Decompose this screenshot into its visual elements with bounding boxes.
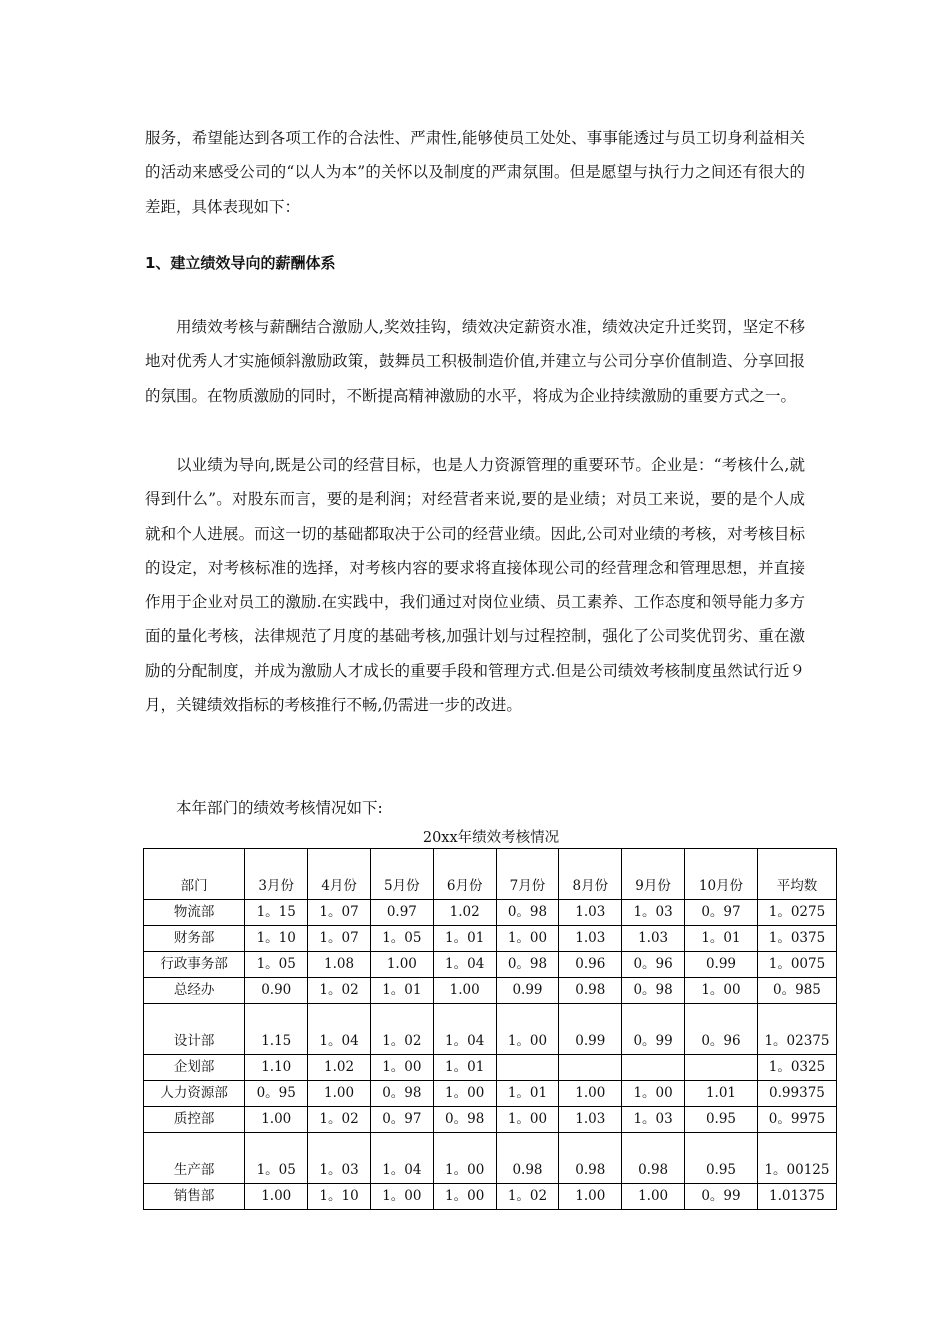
table-cell: 1。05 (245, 952, 308, 978)
cell-department: 销售部 (144, 1184, 245, 1210)
table-cell: 0。97 (685, 900, 758, 926)
table-cell: 1。15 (245, 900, 308, 926)
table-cell: 1。01 (433, 926, 496, 952)
table-cell: 0。98 (622, 978, 685, 1004)
table-cell: 1。02 (496, 1184, 559, 1210)
table-cell: 1。05 (370, 926, 433, 952)
table-cell: 0.99 (685, 952, 758, 978)
table-cell: 1。00 (433, 1081, 496, 1107)
table-cell: 1。00 (496, 926, 559, 952)
table-cell: 1。07 (308, 900, 371, 926)
cell-department: 人力资源部 (144, 1081, 245, 1107)
table-cell: 1。00 (433, 1133, 496, 1184)
table-cell-average: 0。9975 (757, 1107, 836, 1133)
table-cell: 1。04 (433, 1004, 496, 1055)
table-cell: 1。05 (245, 1133, 308, 1184)
table-cell: 1。02 (370, 1004, 433, 1055)
table-row (144, 1081, 837, 1107)
header-department: 部门 (144, 849, 245, 900)
table-caption: 20xx年绩效考核情况 (422, 830, 560, 846)
table-cell: 0.98 (559, 1133, 622, 1184)
table-cell: 1.15 (245, 1004, 308, 1055)
table-cell: 0。98 (370, 1081, 433, 1107)
intro-paragraph: 服务，希望能达到各项工作的合法性、严肃性,能够使员工处处、事事能透过与员工切身利益相关的活动来感受公司的“以人为本”的关怀以及制度的严肃氛围。但是愿望与执行力之间还有很大的差距，具体表现如下： (145, 129, 805, 216)
table-row (144, 900, 837, 926)
table-cell (496, 1055, 559, 1081)
paragraph-performance-orientation: 以业绩为导向,既是公司的经营目标，也是人力资源管理的重要环节。企业是：“考核什么,就得到什么”。对股东而言，要的是利润；对经营者来说,要的是业绩；对员工来说，要的是个人成就和个人进展。而这一切的基础都取决于公司的经营业绩。因此,公司对业绩的考核，对考核目标的设定，对考核标准的选择，对考核内容的要求将直接体现公司的经营理念和管理思想，并直接作用于企业对员工的激励.在实践中，我们通过对岗位业绩、员工素养、工作态度和领导能力多方面的量化考核，法律规范了月度的基础考核,加强计划与过程控制，强化了公司奖优罚劣、重在激励的分配制度，并成为激励人才成长的重要手段和管理方式.但是公司绩效考核制度虽然试行近９月，关键绩效指标的考核推行不畅,仍需进一步的改进。 (145, 456, 805, 715)
table-cell: 1。00 (685, 978, 758, 1004)
table-cell: 0.99 (496, 978, 559, 1004)
table-cell: 1。00 (370, 1184, 433, 1210)
table-cell: 1。10 (245, 926, 308, 952)
table-cell (685, 1055, 758, 1081)
table-cell-average: 1。0075 (757, 952, 836, 978)
table-cell: 1。10 (308, 1184, 371, 1210)
table-row (144, 1184, 837, 1210)
paragraph-salary-system: 用绩效考核与薪酬结合激励人,奖效挂钩，绩效决定薪资水准，绩效决定升迁奖罚，坚定不移地对优秀人才实施倾斜激励政策，鼓舞员工积极制造价值,并建立与公司分享价值制造、分享回报的氛围。在物质激励的同时，不断提高精神激励的水平，将成为企业持续激励的重要方式之一。 (145, 318, 805, 405)
table-cell-average: 1.01375 (757, 1184, 836, 1210)
table-cell: 1.00 (370, 952, 433, 978)
table-cell-average: 0.99375 (757, 1081, 836, 1107)
table-row (144, 952, 837, 978)
table-cell: 1。00 (496, 1107, 559, 1133)
table-cell: 1.02 (308, 1055, 371, 1081)
table-row (144, 926, 837, 952)
table-cell: 1.01 (685, 1081, 758, 1107)
header-june: 6月份 (433, 849, 496, 900)
table-cell: 0。98 (496, 900, 559, 926)
table-row (144, 1107, 837, 1133)
table-cell: 0.97 (370, 900, 433, 926)
cell-department: 总经办 (144, 978, 245, 1004)
header-october: 10月份 (685, 849, 758, 900)
table-cell: 0。96 (685, 1004, 758, 1055)
performance-table (143, 848, 837, 1210)
table-cell: 1。03 (308, 1133, 371, 1184)
cell-department: 企划部 (144, 1055, 245, 1081)
table-cell: 0.90 (245, 978, 308, 1004)
section-heading: 1、建立绩效导向的薪酬体系 (145, 254, 336, 272)
header-september: 9月份 (622, 849, 685, 900)
table-cell-average: 1。02375 (757, 1004, 836, 1055)
table-cell: 0.95 (685, 1133, 758, 1184)
table-cell: 0.99 (559, 1004, 622, 1055)
table-cell-average: 1。0375 (757, 926, 836, 952)
table-cell: 0。97 (370, 1107, 433, 1133)
header-april: 4月份 (308, 849, 371, 900)
table-row (144, 1055, 837, 1081)
table-cell: 1。03 (622, 900, 685, 926)
table-cell: 1。04 (308, 1004, 371, 1055)
table-row (144, 978, 837, 1004)
table-cell: 0.95 (685, 1107, 758, 1133)
cell-department: 物流部 (144, 900, 245, 926)
table-cell: 1。00 (370, 1055, 433, 1081)
header-may: 5月份 (370, 849, 433, 900)
table-cell: 1.00 (245, 1107, 308, 1133)
table-cell: 1。03 (622, 1107, 685, 1133)
table-cell-average: 1。0325 (757, 1055, 836, 1081)
cell-department: 财务部 (144, 926, 245, 952)
table-cell: 1.03 (559, 1107, 622, 1133)
table-cell: 1.00 (433, 978, 496, 1004)
table-row (144, 1004, 837, 1055)
cell-department: 生产部 (144, 1133, 245, 1184)
table-cell: 1.00 (245, 1184, 308, 1210)
table-cell: 0.98 (559, 978, 622, 1004)
table-cell: 0。99 (685, 1184, 758, 1210)
table-cell: 1.10 (245, 1055, 308, 1081)
table-cell: 1.08 (308, 952, 371, 978)
table-cell-average: 1。0275 (757, 900, 836, 926)
table-cell: 0。98 (496, 952, 559, 978)
table-cell: 0。99 (622, 1004, 685, 1055)
table-row (144, 1133, 837, 1184)
table-cell: 1。01 (496, 1081, 559, 1107)
header-march: 3月份 (245, 849, 308, 900)
table-cell (622, 1055, 685, 1081)
table-cell: 1.03 (622, 926, 685, 952)
table-cell-average: 0。985 (757, 978, 836, 1004)
table-cell: 1。00 (622, 1081, 685, 1107)
table-cell: 1.03 (559, 926, 622, 952)
paragraph-table-intro: 本年部门的绩效考核情况如下: (176, 799, 383, 817)
table-cell: 1。00 (496, 1004, 559, 1055)
table-cell: 0。96 (622, 952, 685, 978)
table-cell: 0。95 (245, 1081, 308, 1107)
header-august: 8月份 (559, 849, 622, 900)
table-cell: 1.03 (559, 900, 622, 926)
table-cell: 1.02 (433, 900, 496, 926)
table-header-row (144, 849, 837, 900)
table-cell: 1。00 (433, 1184, 496, 1210)
header-average: 平均数 (757, 849, 836, 900)
table-cell: 1。04 (370, 1133, 433, 1184)
table-cell: 1。02 (308, 1107, 371, 1133)
table-cell: 1。04 (433, 952, 496, 978)
header-july: 7月份 (496, 849, 559, 900)
table-cell: 1.00 (308, 1081, 371, 1107)
cell-department: 行政事务部 (144, 952, 245, 978)
table-cell: 0.96 (559, 952, 622, 978)
cell-department: 设计部 (144, 1004, 245, 1055)
table-cell (559, 1055, 622, 1081)
table-cell-average: 1。00125 (757, 1133, 836, 1184)
table-cell: 0.98 (496, 1133, 559, 1184)
table-cell: 0.98 (622, 1133, 685, 1184)
table-cell: 1。07 (308, 926, 371, 952)
table-cell: 1。01 (370, 978, 433, 1004)
table-cell: 1.00 (559, 1081, 622, 1107)
table-cell: 1。02 (308, 978, 371, 1004)
cell-department: 质控部 (144, 1107, 245, 1133)
table-cell: 1.00 (559, 1184, 622, 1210)
table-cell: 0。98 (433, 1107, 496, 1133)
table-cell: 1。01 (685, 926, 758, 952)
table-cell: 1.00 (622, 1184, 685, 1210)
table-cell: 1。01 (433, 1055, 496, 1081)
